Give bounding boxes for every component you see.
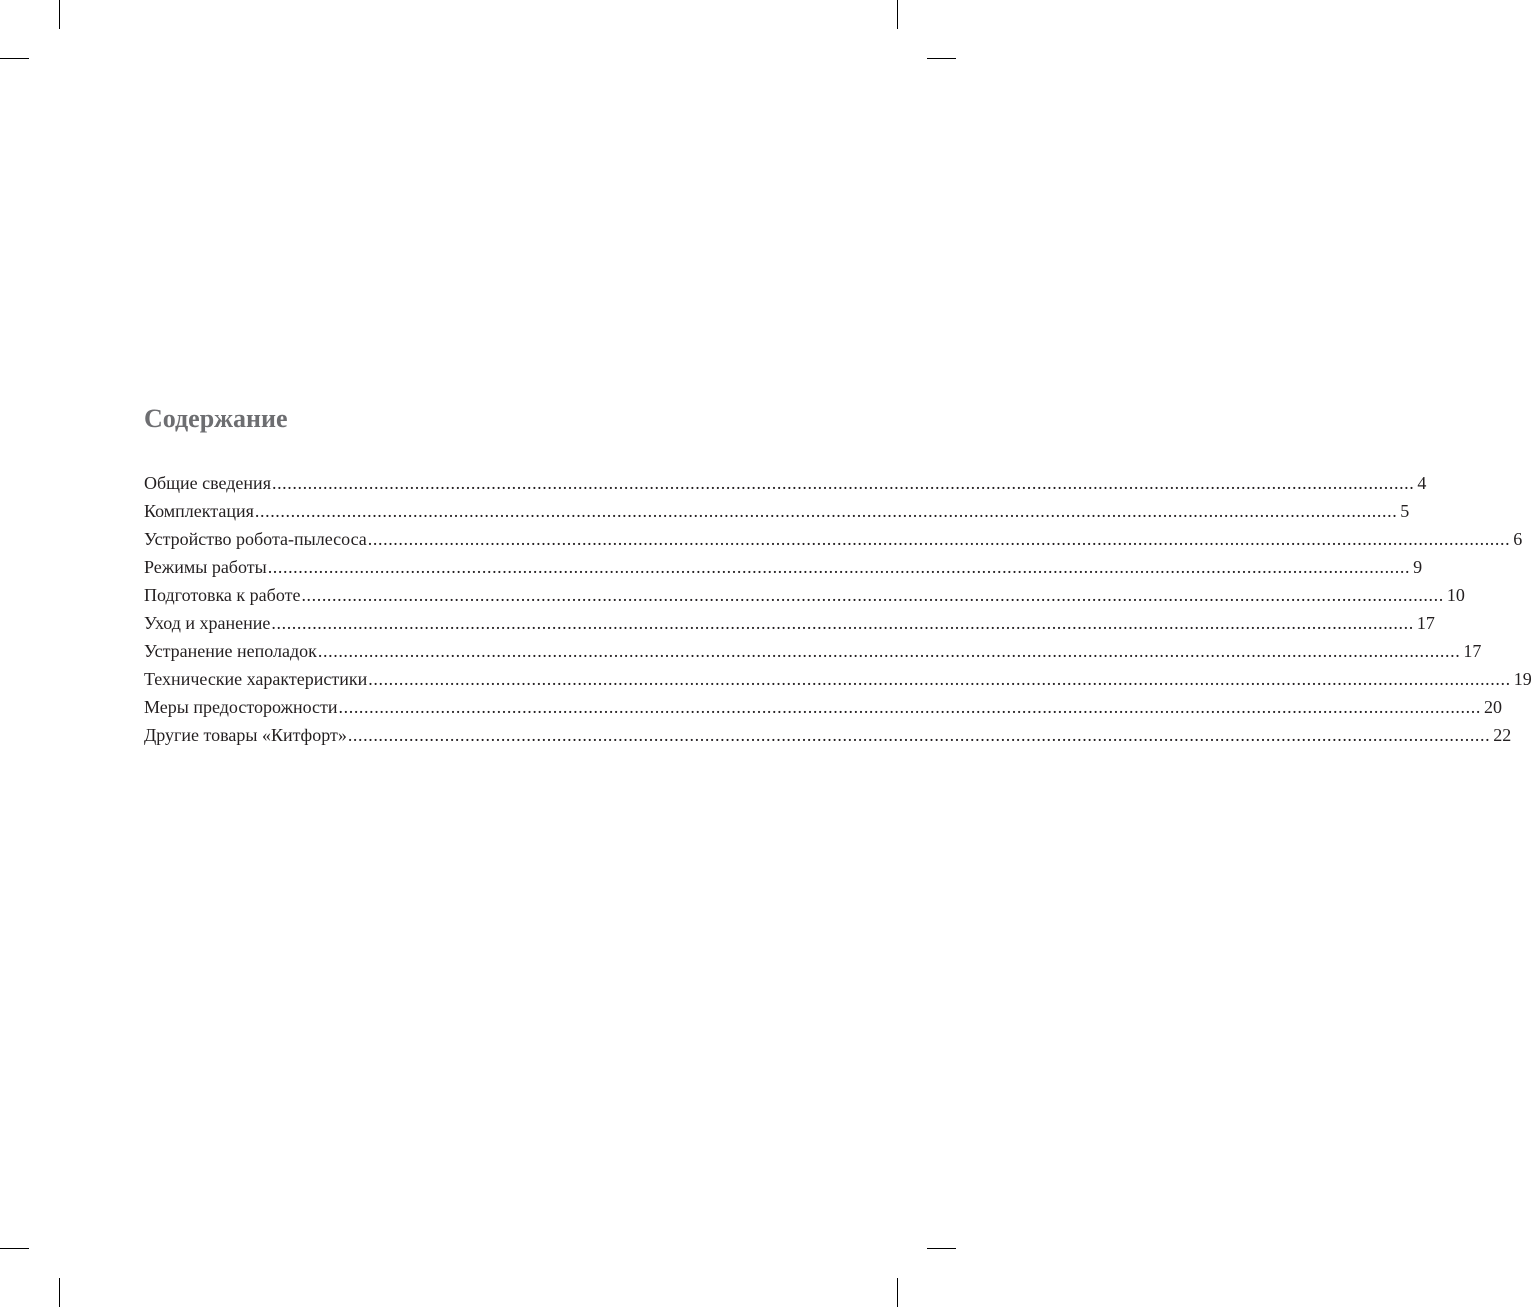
toc-entry-label: Общие сведения (144, 473, 271, 493)
toc-entry-safety[interactable] (144, 693, 1502, 721)
toc-entry-other-products[interactable] (144, 721, 1512, 749)
crop-mark-top-right-horizontal (927, 58, 956, 59)
toc-entry-troubleshooting[interactable] (144, 637, 1482, 665)
toc-entry-page: 6 (1513, 529, 1523, 549)
toc-dot-leader: ................................................................................................................................................................................................................................ (367, 529, 1511, 549)
toc-entry-preparation[interactable] (144, 581, 1465, 609)
toc-entry-label: Уход и хранение (144, 613, 271, 633)
toc-title: Содержание (144, 404, 288, 433)
toc-dot-leader: ................................................................................................................................................................................................................................ (271, 473, 1415, 493)
toc-entry-page: 10 (1446, 585, 1465, 605)
toc-entry-label: Режимы работы (144, 557, 267, 577)
toc-entry-page: 9 (1413, 557, 1423, 577)
toc-entry-specifications[interactable] (144, 665, 1532, 693)
toc-entry-label: Комплектация (144, 501, 254, 521)
toc-entry-page: 17 (1463, 641, 1482, 661)
toc-entry-page: 22 (1493, 725, 1512, 745)
crop-mark-top-left-vertical (59, 0, 60, 29)
toc-entry-package-contents[interactable] (144, 497, 1410, 525)
crop-mark-top-left-horizontal (0, 58, 29, 59)
crop-mark-bottom-left-vertical (59, 1278, 60, 1307)
crop-mark-bottom-right-horizontal (927, 1248, 956, 1249)
toc-dot-leader: ................................................................................................................................................................................................................................ (267, 557, 1411, 577)
toc-entry-label: Устранение неполадок (144, 641, 317, 661)
toc-entry-page: 20 (1483, 697, 1502, 717)
toc-entry-label: Другие товары «Китфорт» (144, 725, 347, 745)
toc-dot-leader: ................................................................................................................................................................................................................................ (338, 697, 1481, 717)
toc-entry-care-storage[interactable] (144, 609, 1435, 637)
toc-entry-label: Подготовка к работе (144, 585, 301, 605)
crop-mark-bottom-left-horizontal (0, 1248, 29, 1249)
toc-entry-page: 5 (1400, 501, 1410, 521)
toc-dot-leader: ................................................................................................................................................................................................................................ (301, 585, 1444, 605)
toc-entry-operating-modes[interactable] (144, 553, 1423, 581)
crop-mark-bottom-right-vertical (897, 1278, 898, 1307)
toc-dot-leader: ................................................................................................................................................................................................................................ (368, 669, 1511, 689)
toc-dot-leader: ................................................................................................................................................................................................................................ (254, 501, 1398, 521)
toc-list (144, 469, 1532, 749)
toc-entry-page: 17 (1416, 613, 1435, 633)
toc-entry-page: 4 (1417, 473, 1427, 493)
toc-entry-label: Технические характеристики (144, 669, 368, 689)
toc-entry-page: 19 (1513, 669, 1532, 689)
toc-dot-leader: ................................................................................................................................................................................................................................ (317, 641, 1461, 661)
crop-mark-top-right-vertical (897, 0, 898, 29)
toc-entry-label: Устройство робота-пылесоса (144, 529, 367, 549)
table-of-contents (144, 400, 1532, 749)
toc-dot-leader: ................................................................................................................................................................................................................................ (347, 725, 1491, 745)
toc-entry-label: Меры предосторожности (144, 697, 338, 717)
toc-entry-general-info[interactable] (144, 469, 1427, 497)
toc-entry-robot-design[interactable] (144, 525, 1523, 553)
toc-dot-leader: ................................................................................................................................................................................................................................ (271, 613, 1414, 633)
